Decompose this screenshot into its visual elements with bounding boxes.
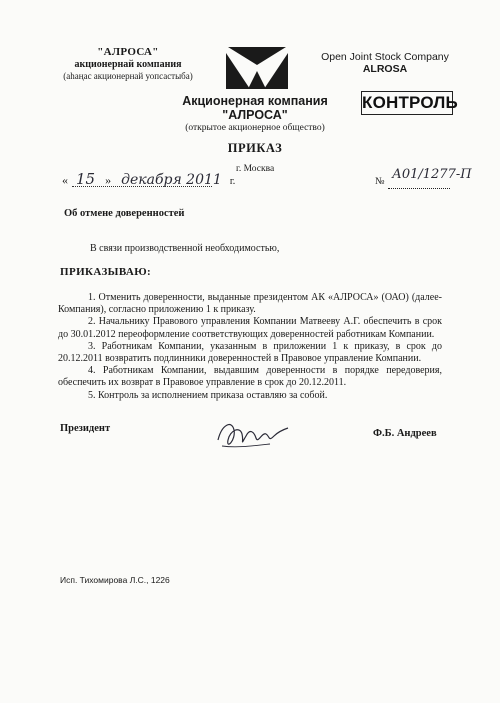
number-label: № — [375, 176, 385, 187]
company-form-full-left: (ahaңac акционернай уопсастыба) — [63, 71, 193, 81]
date-day: 15 — [76, 170, 96, 188]
order-heading: ПРИКАЗЫВАЮ: — [60, 266, 152, 278]
date-underline — [72, 186, 212, 187]
document-title: ПРИКАЗ — [227, 141, 283, 155]
intro-text: В связи производственной необходимостью, — [90, 243, 280, 254]
company-name-en-line1: Open Joint Stock Company — [321, 51, 449, 63]
company-subtitle: (открытое акционерное общество) — [185, 123, 325, 133]
company-full-name: Акционерная компания "АЛРОСА" — [182, 94, 328, 122]
company-form-left: акционернай компания — [74, 59, 182, 70]
date-suffix: г. — [229, 176, 236, 187]
signer-name: Ф.Б. Андреев — [373, 428, 437, 439]
document-subject: Об отмене доверенностей — [64, 208, 185, 219]
header-left-block — [58, 46, 198, 81]
order-item-1: 1. Отменить доверенности, выданные президентом АК «АЛРОСА» (ОАО) (далее-Компания), согласно приложению 1 к приказу. — [58, 292, 442, 316]
alrosa-logo-icon — [226, 45, 288, 96]
signer-position: Президент — [60, 423, 111, 434]
company-name-left: "АЛРОСА" — [97, 46, 159, 58]
header-right-block — [305, 51, 465, 75]
executor-footer: Исп. Тихомирова Л.С., 1226 — [60, 575, 170, 585]
date-month-year: декабря 2011 — [121, 172, 222, 188]
control-stamp: КОНТРОЛЬ — [361, 91, 453, 115]
document-number: А01/1277-П — [392, 167, 472, 182]
order-item-4: 4. Работникам Компании, выдавшим доверенности в порядке передоверия, обеспечить их возврат в Правовое управление в срок до 20.12.2011. — [58, 365, 442, 389]
date-close-quote: » — [105, 173, 112, 187]
order-item-3: 3. Работникам Компании, указанным в приложении 1 к приказу, в срок до 20.12.2011 возвратить подлинники доверенностей в Правовое управление Компании. — [58, 340, 442, 365]
company-title-block — [150, 94, 360, 133]
handwritten-signature — [212, 410, 292, 465]
order-item-2: 2. Начальнику Правового управления Компании Матвееву А.Г. обеспечить в срок до 30.01.2012 переоформление соответствующих доверенностей работникам Компании. — [58, 316, 442, 340]
number-underline — [388, 188, 450, 189]
order-item-5: 5. Контроль за исполнением приказа оставляю за собой. — [88, 389, 328, 401]
city: г. Москва — [236, 164, 275, 174]
order-items — [58, 292, 442, 402]
company-name-en-line2: ALROSA — [362, 63, 408, 75]
date-open-quote: « — [62, 173, 68, 187]
